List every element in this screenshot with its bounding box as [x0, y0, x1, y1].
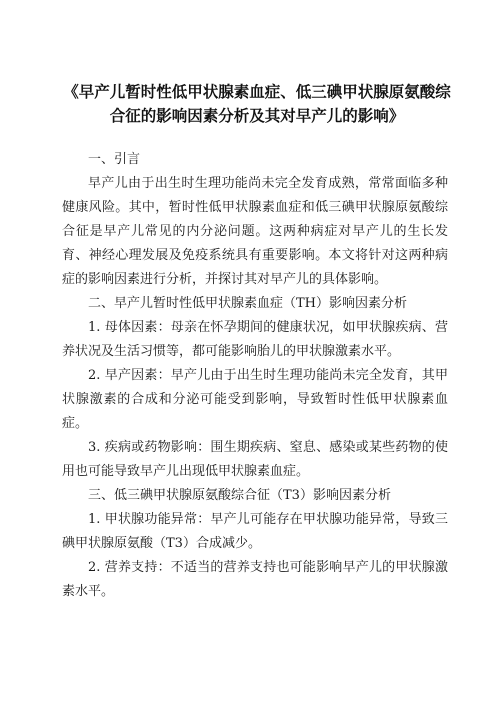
paragraph-introduction: 早产儿由于出生时生理功能尚未完全发育成熟，常常面临多种健康风险。其中，暂时性低甲状腺素血症和低三碘甲状腺原氨酸综合征是早产儿常见的内分泌问题。这两种病症对早产儿的生长发育、神经心理发展及免疫系统具有重要影响。本文将针对这两种病症的影响因素进行分析，并探讨其对早产儿的具体影响。: [62, 176, 448, 287]
paragraph-disease-drug-factors: 3. 疾病或药物影响：围生期疾病、窒息、感染或某些药物的使用也可能导致早产儿出现低甲状腺素血症。: [62, 440, 448, 479]
paragraph-maternal-factors: 1. 母体因素：母亲在怀孕期间的健康状况，如甲状腺疾病、营养状况及生活习惯等，都可能影响胎儿的甲状腺激素水平。: [62, 320, 448, 359]
section-heading-introduction: 一、引言: [88, 152, 141, 167]
paragraph-preterm-factors: 2. 早产因素：早产儿由于出生时生理功能尚未完全发育，其甲状腺激素的合成和分泌可能受到影响，导致暂时性低甲状腺素血症。: [62, 368, 448, 431]
paragraph-thyroid-dysfunction: 1. 甲状腺功能异常：早产儿可能存在甲状腺功能异常，导致三碘甲状腺原氨酸（T3）合成减少。: [62, 512, 448, 551]
paragraph-nutrition-support: 2. 营养支持：不适当的营养支持也可能影响早产儿的甲状腺激素水平。: [62, 560, 448, 599]
section-heading-t3-factors: 三、低三碘甲状腺原氨酸综合征（T3）影响因素分析: [88, 488, 391, 503]
document-title: 《早产儿暂时性低甲状腺素血症、低三碘甲状腺原氨酸综合征的影响因素分析及其对早产儿的影响》: [63, 83, 451, 125]
document-body: [62, 148, 448, 604]
section-heading-th-factors: 二、早产儿暂时性低甲状腺素血症（TH）影响因素分析: [88, 296, 408, 311]
